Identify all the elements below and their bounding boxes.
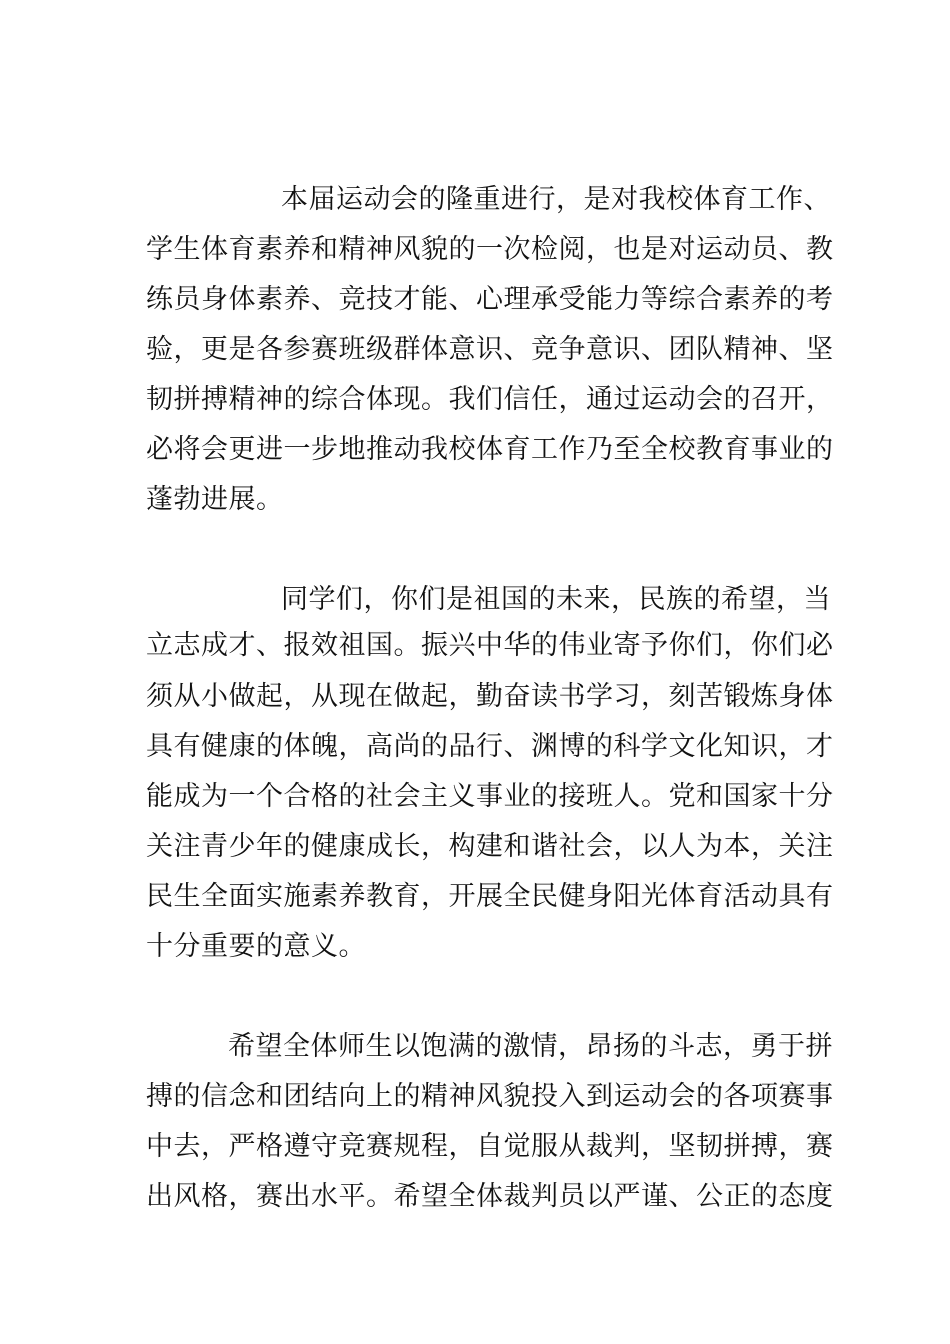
paragraph-2-line-2: 立志成才、报效祖国。振兴中华的伟业寄予你们，你们必 [146, 630, 834, 661]
paragraph-2-line-6: 关注青少年的健康成长，构建和谐社会，以人为本，关注 [146, 831, 834, 862]
paragraph-2-line-1: 同学们，你们是祖国的未来，民族的希望，当 [281, 584, 831, 615]
paragraph-1-line-1: 本届运动会的隆重进行，是对我校体育工作、 [281, 184, 831, 215]
paragraph-1-line-3: 练员身体素养、竞技才能、心理承受能力等综合素养的考 [146, 284, 834, 315]
paragraph-1-line-6: 必将会更进一步地推动我校体育工作乃至全校教育事业的 [146, 434, 834, 465]
paragraph-3-line-1: 希望全体师生以饱满的激情，昂扬的斗志，勇于拼 [228, 1031, 833, 1062]
paragraph-2-line-3: 须从小做起，从现在做起，勤奋读书学习，刻苦锻炼身体 [146, 681, 834, 712]
paragraph-1-line-2: 学生体育素养和精神风貌的一次检阅，也是对运动员、教 [146, 234, 834, 265]
paragraph-1-line-4: 验，更是各参赛班级群体意识、竞争意识、团队精神、坚 [146, 334, 834, 365]
paragraph-2-line-8: 十分重要的意义。 [146, 931, 366, 962]
paragraph-3-line-3: 中去，严格遵守竞赛规程，自觉服从裁判，坚韧拼搏，赛 [146, 1131, 834, 1162]
paragraph-2-line-5: 能成为一个合格的社会主义事业的接班人。党和国家十分 [146, 781, 834, 812]
paragraph-2-line-7: 民生全面实施素养教育，开展全民健身阳光体育活动具有 [146, 881, 834, 912]
paragraph-1-line-5: 韧拼搏精神的综合体现。我们信任，通过运动会的召开， [146, 384, 834, 415]
paragraph-3-line-4: 出风格，赛出水平。希望全体裁判员以严谨、公正的态度 [146, 1181, 834, 1212]
paragraph-1-line-7: 蓬勃进展。 [146, 484, 284, 515]
paragraph-2-line-4: 具有健康的体魄，高尚的品行、渊博的科学文化知识，才 [146, 731, 834, 762]
paragraph-3-line-2: 搏的信念和团结向上的精神风貌投入到运动会的各项赛事 [146, 1081, 834, 1112]
